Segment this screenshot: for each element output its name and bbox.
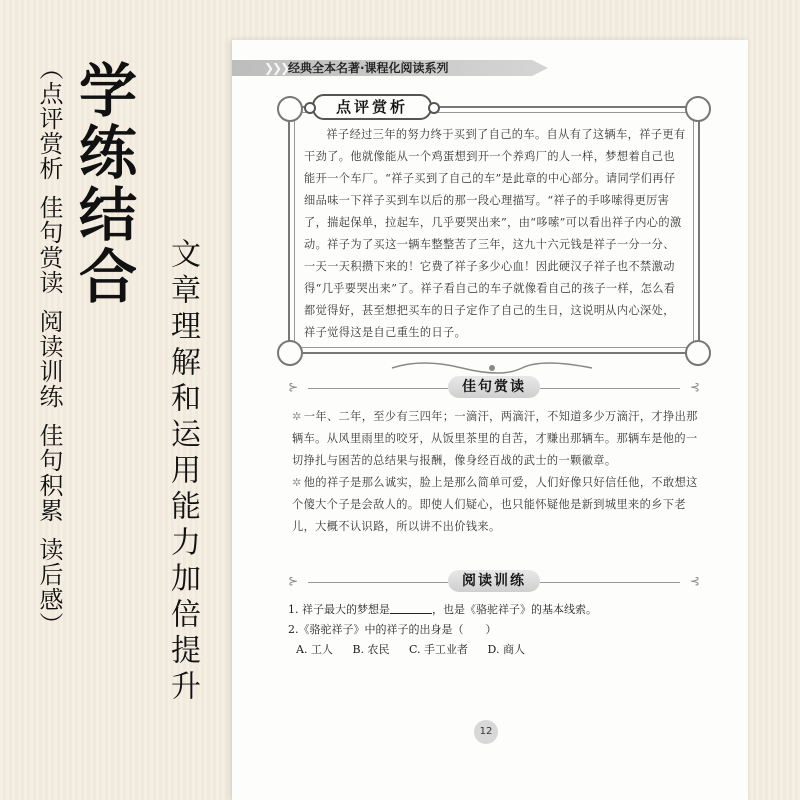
promo-big-title xyxy=(76,57,140,311)
promo-slogan: 文章理解和运用能力加倍提升 xyxy=(165,238,200,706)
corner-ornament-icon xyxy=(685,340,711,366)
big-title-char: 合 xyxy=(78,243,137,311)
question-1: 1. 祥子最大的梦想是 ，也是《骆驼祥子》的基本线索。 xyxy=(288,603,597,616)
comment-section-title: 点评赏析 xyxy=(312,94,432,120)
big-title-char: 结 xyxy=(78,181,137,249)
flower-bullet-icon: ✲ xyxy=(292,476,302,489)
comment-paragraph: 祥子经过三年的努力终于买到了自己的车。自从有了这辆车，祥子更有干劲了。他就像能从一个鸡蛋想到开一个养鸡厂的人一样，梦想着自己也能开一个车厂。“祥子买到了自己的车”是此章的中心部分。请同学们再仔细品味一下祥子买到车以后的那一段心理描写。“祥子的手哆嗦得更厉害了，揣起保单，拉起车，几乎要哭出来”，由“哆嗦”可以看出祥子内心的激动。祥子为了买这一辆车整整苦了三年，这九十六元钱是祥子一分一分、一天一天积攒下来的！它费了祥子多少心血！因此硬汉子祥子也不禁激动得“几乎要哭出来”了。祥子看自己的车子就像看自己的孩子一样，怎么看都觉得好，甚至想把买车的日子定作了自己的生日，这说明从内心深处，祥子觉得这是自己重生的日子。 xyxy=(304,128,686,339)
quotes-section-header xyxy=(288,374,700,402)
feature-item: 佳句赏读 xyxy=(35,195,63,295)
chevron-icon: ❯❯❯ xyxy=(264,61,289,75)
option-a: A. 工人 xyxy=(296,643,333,656)
ornament-icon: ⊱ xyxy=(288,574,299,588)
feature-close-paren: ） xyxy=(35,612,63,637)
question-2-options xyxy=(296,640,696,660)
training-questions xyxy=(288,600,708,640)
corner-ornament-icon xyxy=(277,340,303,366)
big-title-char: 练 xyxy=(78,119,137,187)
option-b: B. 农民 xyxy=(352,643,390,656)
feature-item: 点评赏析 xyxy=(35,81,63,181)
book-page xyxy=(232,40,748,800)
quote-item: ✲ 他的祥子是那么诚实，脸上是那么简单可爱，人们好像只好信任他，不敢想这个傻大个子是会敌人的。即使人们疑心，也只能怀疑他是新到城里来的乡下老儿，大概不认识路，所以讲不出价钱来。 xyxy=(292,476,698,533)
feature-item: 读后感 xyxy=(35,537,63,612)
corner-ornament-icon xyxy=(277,96,303,122)
training-section-title: 阅读训练 xyxy=(448,570,540,592)
flower-bullet-icon: ✲ xyxy=(292,410,302,423)
ornament-icon: ⊱ xyxy=(288,380,299,394)
ornament-icon: ⊰ xyxy=(689,380,700,394)
option-d: D. 商人 xyxy=(487,643,525,656)
quotes-section-title: 佳句赏读 xyxy=(448,376,540,398)
option-c: C. 手工业者 xyxy=(409,643,469,656)
feature-item: 阅读训练 xyxy=(35,309,63,409)
big-title-char: 学 xyxy=(78,57,137,125)
answer-blank[interactable] xyxy=(390,601,432,614)
training-section-header xyxy=(288,568,700,596)
feature-item: 佳句积累 xyxy=(35,423,63,523)
page-number: 12 xyxy=(474,720,498,744)
question-2: 2.《骆驼祥子》中的祥子的出身是（ ） xyxy=(288,623,497,636)
feature-list xyxy=(27,56,67,637)
quotes-body xyxy=(292,406,704,538)
ornament-icon: ⊰ xyxy=(689,574,700,588)
corner-ornament-icon xyxy=(685,96,711,122)
feature-open-paren: （ xyxy=(35,56,63,81)
quote-item: ✲ 一年、二年，至少有三四年；一滴汗，两滴汗，不知道多少万滴汗，才挣出那辆车。从风里雨里的咬牙，从饭里茶里的自苦，才赚出那辆车。那辆车是他的一切挣扎与困苦的总结果与报酬，像身经百战的武士的一颗徽章。 xyxy=(292,410,698,467)
series-title: 经典全本名著·课程化阅读系列 xyxy=(288,61,449,75)
series-header xyxy=(232,60,532,76)
